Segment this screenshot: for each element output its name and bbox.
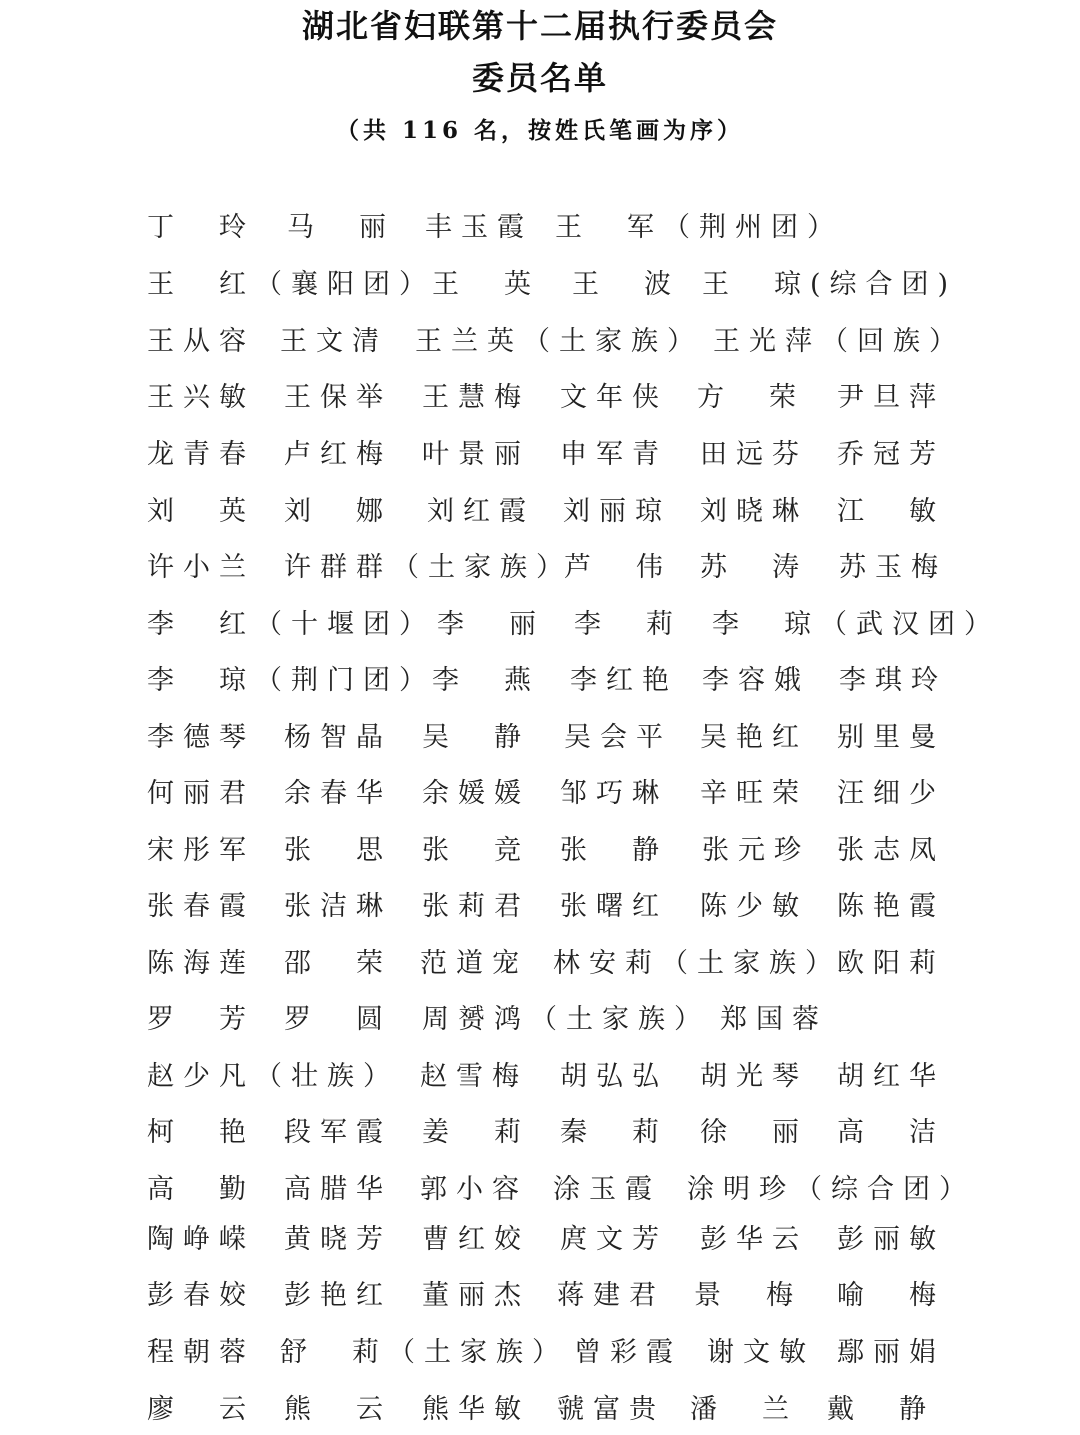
member-name: 芦 伟 xyxy=(564,552,672,583)
member-name: 王 红（襄阳团） xyxy=(147,269,435,300)
name-row xyxy=(147,1331,947,1375)
member-name: 舒 莉（土家族） xyxy=(280,1337,568,1368)
member-name: 张元珍 xyxy=(702,835,810,866)
member-name: 徐 丽 xyxy=(700,1117,808,1148)
name-row xyxy=(147,1274,947,1318)
member-name: 李琪玲 xyxy=(839,665,947,696)
name-row xyxy=(147,263,958,307)
member-name: 尹旦萍 xyxy=(837,382,945,413)
member-name: 吴会平 xyxy=(564,722,672,753)
document-title-line2: 委员名单 xyxy=(471,59,608,97)
member-name: 刘 英 xyxy=(147,496,255,527)
name-row xyxy=(147,829,947,873)
member-name: 罗 芳 xyxy=(147,1004,255,1035)
member-name: 李 莉 xyxy=(574,609,682,640)
member-name: 董丽杰 xyxy=(422,1280,530,1311)
member-name: 戴 静 xyxy=(827,1394,935,1425)
member-name: 王保举 xyxy=(284,382,392,413)
member-name: 蒋建君 xyxy=(557,1280,665,1311)
name-row xyxy=(147,1168,975,1212)
member-name: 许小兰 xyxy=(147,552,255,583)
name-row xyxy=(147,320,965,364)
member-name: 胡红华 xyxy=(837,1061,945,1092)
member-name: 庹文芳 xyxy=(560,1224,668,1255)
member-name: 申军青 xyxy=(560,439,668,470)
member-name: 潘 兰 xyxy=(690,1394,798,1425)
member-name: 高 洁 xyxy=(837,1117,945,1148)
member-name: 周赟鸿（土家族） xyxy=(422,1004,710,1035)
name-row xyxy=(147,546,947,590)
member-name: 王 波 xyxy=(572,269,680,300)
name-row xyxy=(147,603,1000,647)
member-name: 王 军（荆州团） xyxy=(555,212,843,243)
member-name: 辛旺荣 xyxy=(700,778,808,809)
member-name: 涂明珍（综合团） xyxy=(687,1174,975,1205)
member-name: 王兰英（土家族） xyxy=(415,326,703,357)
member-name: 龙青春 xyxy=(147,439,255,470)
member-name: 胡弘弘 xyxy=(560,1061,668,1092)
member-name: 邵 荣 xyxy=(284,948,392,979)
name-row xyxy=(147,490,947,534)
member-name: 赵少凡（壮族） xyxy=(147,1061,399,1092)
member-name: 彭艳红 xyxy=(284,1280,392,1311)
member-name: 刘晓琳 xyxy=(700,496,808,527)
member-name: 曾彩霞 xyxy=(574,1337,682,1368)
member-name: 苏玉梅 xyxy=(839,552,947,583)
member-name: 胡光琴 xyxy=(700,1061,808,1092)
member-name: 刘红霞 xyxy=(427,496,535,527)
member-name: 彭丽敏 xyxy=(837,1224,945,1255)
member-name: 田远芬 xyxy=(700,439,808,470)
member-name: 鄢丽娟 xyxy=(837,1337,945,1368)
name-row xyxy=(147,716,947,760)
member-name: 邹巧琳 xyxy=(560,778,668,809)
member-name: 黄晓芳 xyxy=(284,1224,392,1255)
member-name: 喻 梅 xyxy=(837,1280,945,1311)
member-name: 叶景丽 xyxy=(422,439,530,470)
member-name: 廖 云 xyxy=(147,1394,255,1425)
document-subtitle: （共 116 名，按姓氏笔画为序） xyxy=(335,117,745,144)
member-name: 王文清 xyxy=(280,326,388,357)
member-name: 杨智晶 xyxy=(284,722,392,753)
member-name: 文年侠 xyxy=(560,382,668,413)
name-row xyxy=(147,659,947,703)
member-name: 乔冠芳 xyxy=(837,439,945,470)
member-name: 郭小容 xyxy=(420,1174,528,1205)
member-name: 张 思 xyxy=(284,835,392,866)
name-row xyxy=(147,1218,947,1262)
member-name: 张洁琳 xyxy=(284,891,392,922)
member-name: 罗 圆 xyxy=(284,1004,392,1035)
member-name: 范道宠 xyxy=(420,948,528,979)
member-name: 江 敏 xyxy=(837,496,945,527)
member-name: 李容娥 xyxy=(702,665,810,696)
document-title: 湖北省妇联第十二届执行委员会 xyxy=(301,7,778,45)
member-name: 刘 娜 xyxy=(284,496,392,527)
member-name: 何丽君 xyxy=(147,778,255,809)
member-name: 宋彤军 xyxy=(147,835,255,866)
member-name: 张春霞 xyxy=(147,891,255,922)
member-name: 张曙红 xyxy=(560,891,668,922)
member-name: 卢红梅 xyxy=(284,439,392,470)
member-name: 段军霞 xyxy=(284,1117,392,1148)
member-name: 李 燕 xyxy=(432,665,540,696)
member-name: 柯 艳 xyxy=(147,1117,255,1148)
name-row xyxy=(147,885,947,929)
member-name: 姜 莉 xyxy=(422,1117,530,1148)
member-name: 丰玉霞 xyxy=(425,212,533,243)
member-name: 张 静 xyxy=(560,835,668,866)
member-name: 熊 云 xyxy=(284,1394,392,1425)
member-name: 高 勤 xyxy=(147,1174,255,1205)
member-name: 吴 静 xyxy=(422,722,530,753)
member-name: 汪细少 xyxy=(837,778,945,809)
member-name: 虢富贵 xyxy=(557,1394,665,1425)
member-name: 陈艳霞 xyxy=(837,891,945,922)
member-name: 方 荣 xyxy=(697,382,805,413)
member-name: 王 英 xyxy=(432,269,540,300)
name-row xyxy=(147,1111,947,1155)
member-name: 王光萍（回族） xyxy=(713,326,965,357)
member-name: 马 丽 xyxy=(287,212,395,243)
member-name: 王 琼(综合团) xyxy=(702,269,958,300)
member-name: 林安莉（土家族） xyxy=(553,948,841,979)
member-name: 张志凤 xyxy=(837,835,945,866)
name-row xyxy=(147,206,947,250)
member-name: 陈少敏 xyxy=(700,891,808,922)
member-name: 吴艳红 xyxy=(700,722,808,753)
member-name: 李 琼（荆门团） xyxy=(147,665,435,696)
member-name: 曹红姣 xyxy=(422,1224,530,1255)
member-name: 彭华云 xyxy=(700,1224,808,1255)
member-name: 许群群（土家族） xyxy=(284,552,572,583)
member-name: 赵雪梅 xyxy=(420,1061,528,1092)
member-name: 张 竞 xyxy=(422,835,530,866)
name-row xyxy=(147,772,947,816)
member-name: 秦 莉 xyxy=(560,1117,668,1148)
member-name: 陈海莲 xyxy=(147,948,255,979)
member-name: 李 琼（武汉团） xyxy=(712,609,1000,640)
member-name: 欧阳莉 xyxy=(837,948,945,979)
member-name: 郑国蓉 xyxy=(720,1004,828,1035)
member-name: 李 丽 xyxy=(437,609,545,640)
name-row xyxy=(147,433,947,477)
member-name: 余春华 xyxy=(284,778,392,809)
member-name: 刘丽琼 xyxy=(563,496,671,527)
member-name: 涂玉霞 xyxy=(553,1174,661,1205)
member-name: 陶峥嵘 xyxy=(147,1224,255,1255)
member-name: 彭春姣 xyxy=(147,1280,255,1311)
name-row xyxy=(147,942,947,986)
member-name: 丁 玲 xyxy=(147,212,255,243)
member-name: 李德琴 xyxy=(147,722,255,753)
member-name: 李红艳 xyxy=(570,665,678,696)
member-name: 王慧梅 xyxy=(422,382,530,413)
name-row xyxy=(147,376,947,420)
name-row xyxy=(147,1388,947,1432)
member-name: 谢文敏 xyxy=(707,1337,815,1368)
member-name: 王从容 xyxy=(147,326,255,357)
member-name: 余媛媛 xyxy=(422,778,530,809)
member-name: 高腊华 xyxy=(284,1174,392,1205)
member-name: 景 梅 xyxy=(694,1280,802,1311)
member-name: 王兴敏 xyxy=(147,382,255,413)
name-row xyxy=(147,998,947,1042)
member-name: 程朝蓉 xyxy=(147,1337,255,1368)
member-name: 李 红（十堰团） xyxy=(147,609,435,640)
member-name: 张莉君 xyxy=(422,891,530,922)
member-name: 别里曼 xyxy=(837,722,945,753)
member-name: 苏 涛 xyxy=(700,552,808,583)
member-name: 熊华敏 xyxy=(422,1394,530,1425)
name-row xyxy=(147,1055,947,1099)
